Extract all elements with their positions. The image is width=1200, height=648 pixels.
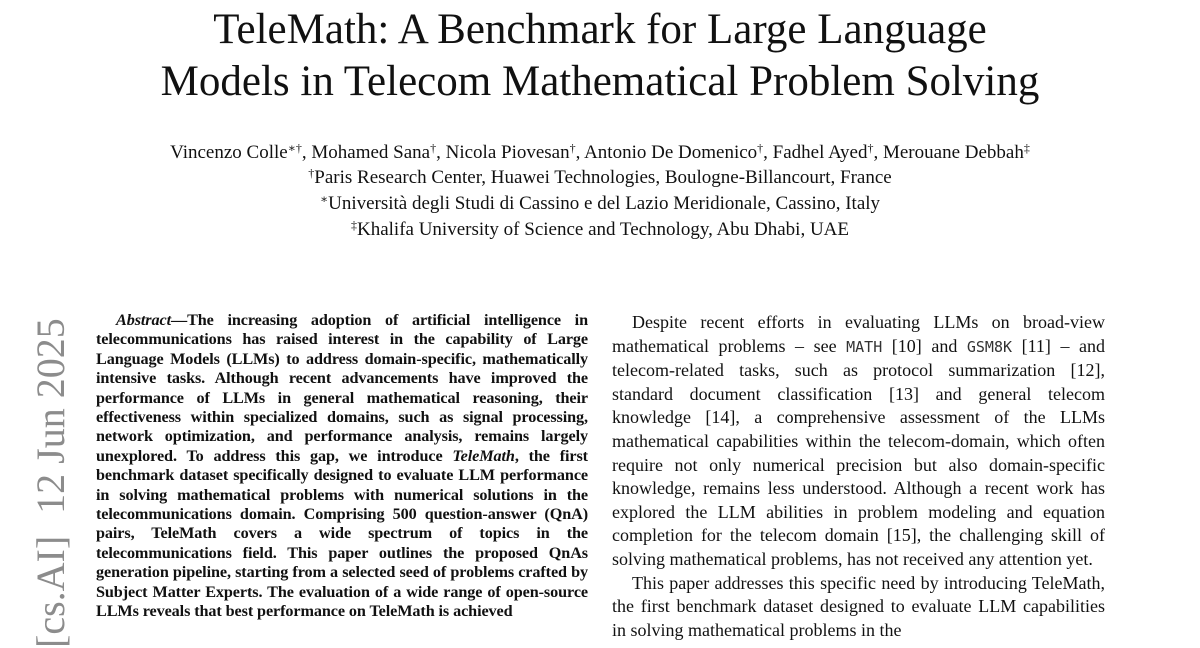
abstract-text-part-2: , the first benchmark dataset specifically designed to evaluate LLM performance in solving mathematical problems with numerical solutions in the telecommunications domain. Comprising 500 question-answer (QnA) pairs, TeleMath covers a wide spectrum of topics in the telecommunications field. This paper outlines the proposed QnAs generation pipeline, starting from a selected seed of problems crafted by Subject Matter Experts. The evaluation of a wide range of open-source LLMs reveals that best performance on TeleMath is achieved <box>96 446 588 621</box>
author-name: Merouane Debbah <box>882 142 1024 163</box>
intro-text: [10] and <box>882 335 967 356</box>
paper-title-line-1: TeleMath: A Benchmark for Large Language <box>213 6 987 53</box>
abstract <box>96 311 588 622</box>
affiliation-mark: † <box>308 166 315 180</box>
affiliation-text: Paris Research Center, Huawei Technologies, Boulogne-Billancourt, France <box>314 167 892 188</box>
arxiv-category: [cs.AI] <box>28 535 73 648</box>
author-mark: † <box>757 141 764 155</box>
author-mark: ‡ <box>1023 141 1030 155</box>
author-name: Vincenzo Colle <box>170 142 288 163</box>
paper-title <box>0 4 1200 108</box>
author-name: Fadhel Ayed <box>772 142 868 163</box>
abstract-heading: Abstract <box>116 311 171 329</box>
affiliation-mark: ‡ <box>350 218 357 232</box>
intro-paragraph-2: This paper addresses this specific need by introducing TeleMath, the first benchmark dataset designed to evaluate LLM capabilities in solving mathematical problems in the <box>612 572 1105 640</box>
intro-paragraph-1 <box>612 311 1105 572</box>
abstract-benchmark-name: TeleMath <box>452 446 515 465</box>
introduction-column <box>612 311 1105 642</box>
affiliation-mark: ∗ <box>319 192 329 206</box>
author-mark: † <box>569 141 576 155</box>
math-dataset-name: MATH <box>846 337 883 356</box>
intro-text: Despite recent efforts in evaluating LLMs on broad-view mathematical problems – see <box>612 312 1105 356</box>
abstract-text-part-1: The increasing adoption of artificial intelligence in telecommunications has raised interest in the capability of Large Language Models (LLMs) to address domain-specific, mathematically intensive tasks. Although recent advancements have improved the performance of LLMs in general mathematical reasoning, their effectiveness within specialized domains, such as signal processing, network optimization, and performance analysis, remains largely unexplored. To address this gap, we introduce <box>96 311 588 465</box>
author-name: Nicola Piovesan <box>445 142 570 163</box>
arxiv-date: 12 Jun 2025 <box>28 318 73 514</box>
intro-text: [11] – and telecom-related tasks, such as protocol summarization [12], standard document classification [13] and general telecom knowledge [14], a comprehensive assessment of the LLMs mathematical capabilities within the telecom-domain, which often require not only numerical precision but also domain-specific knowledge, remains less understood. Although a recent work has explored the LLM abilities in problem modeling and equation completion for the telecom domain [15], the challenging skill of solving mathematical problems, has not received any attention yet. <box>612 335 1105 569</box>
affiliation-cassino <box>0 191 1200 216</box>
affiliation-khalifa <box>0 217 1200 242</box>
affiliation-text: Khalifa University of Science and Technology, Abu Dhabi, UAE <box>356 219 850 240</box>
paper-title-line-2: Models in Telecom Mathematical Problem Solving <box>160 58 1040 105</box>
affiliation-huawei <box>0 165 1200 190</box>
author-name: Antonio De Domenico <box>584 142 758 163</box>
abstract-dash: — <box>170 311 188 329</box>
gsm8k-dataset-name: GSM8K <box>966 337 1013 356</box>
author-name: Mohamed Sana <box>311 142 431 163</box>
arxiv-side-stamp <box>29 318 73 648</box>
author-mark: † <box>867 141 874 155</box>
affiliation-text: Università degli Studi di Cassino e del Lazio Meridionale, Cassino, Italy <box>328 193 881 214</box>
author-mark: † <box>430 141 437 155</box>
author-list: Vincenzo Colle∗†, Mohamed Sana†, Nicola Piovesan†, Antonio De Domenico†, Fadhel Ayed†, Merouane Debbah‡ <box>170 141 1030 163</box>
author-mark: ∗† <box>287 141 302 155</box>
